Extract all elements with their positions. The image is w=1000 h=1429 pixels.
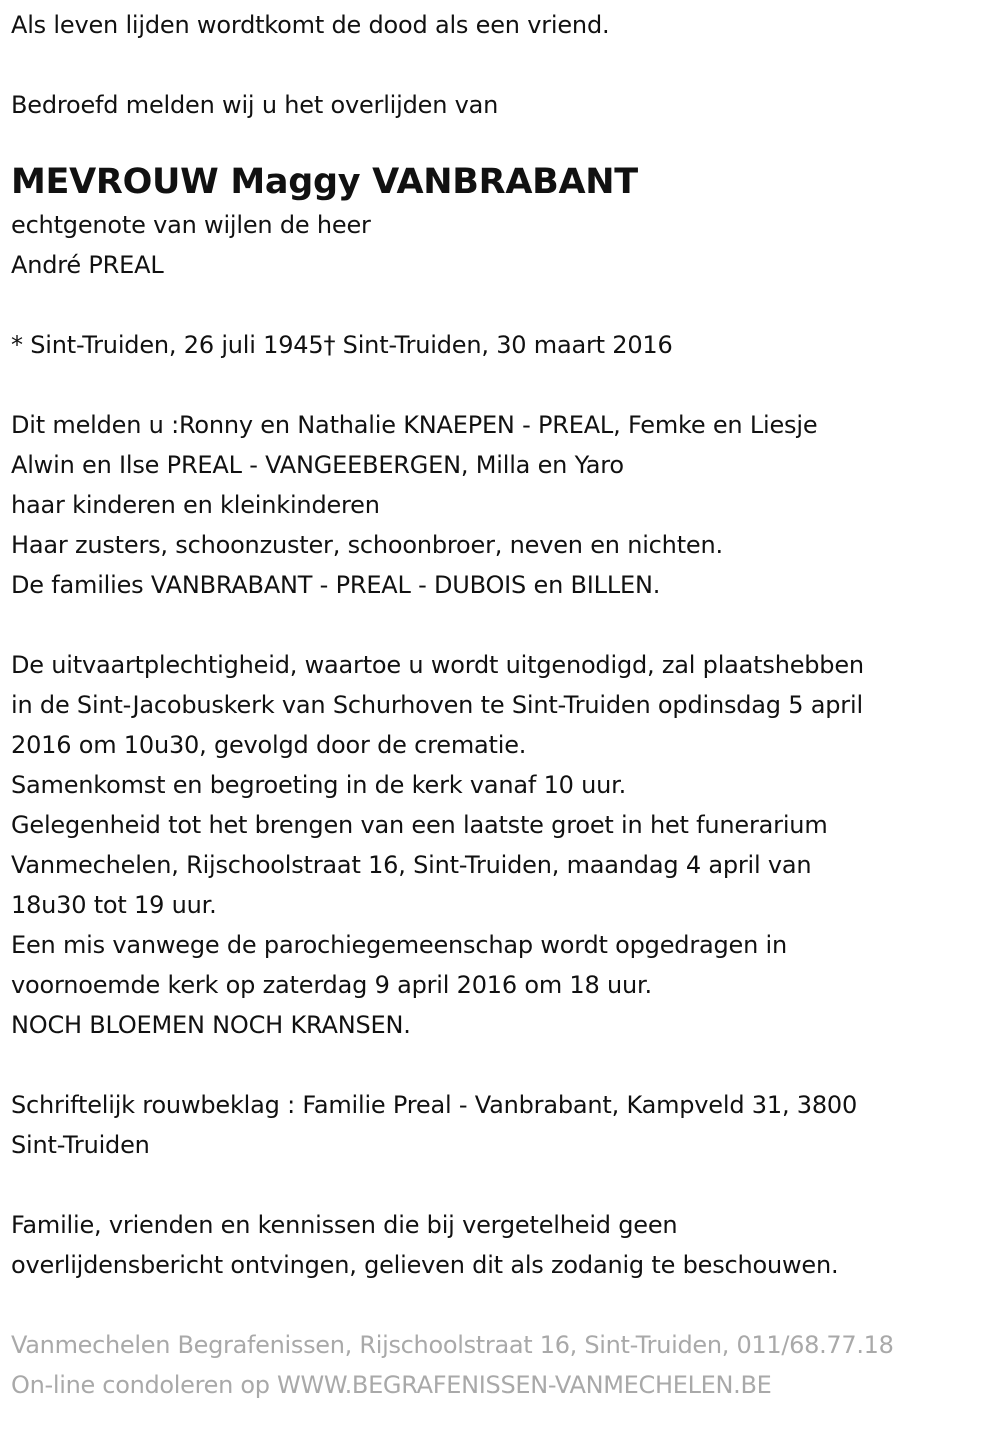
family-line: Haar zusters, schoonzuster, schoonbroer, neven en nichten.: [11, 531, 723, 559]
notice-line: overlijdensbericht ontvingen, gelieven dit als zodanig te beschouwen.: [11, 1251, 839, 1279]
family-line: De families VANBRABANT - PREAL - DUBOIS en BILLEN.: [11, 571, 661, 599]
family-line: Dit melden u :Ronny en Nathalie KNAEPEN - PREAL, Femke en Liesje: [11, 411, 818, 439]
ceremony-line: in de Sint-Jacobuskerk van Schurhoven te Sint-Truiden opdinsdag 5 april: [11, 691, 863, 719]
intro-quote: Als leven lijden wordtkomt de dood als een vriend.: [11, 11, 610, 39]
ceremony-line: Een mis vanwege de parochiegemeenschap wordt opgedragen in: [11, 931, 788, 959]
spouse-name: André PREAL: [11, 251, 164, 279]
spacer: [11, 605, 996, 645]
ceremony-line: NOCH BLOEMEN NOCH KRANSEN.: [11, 1011, 411, 1039]
spacer: [11, 1285, 996, 1325]
family-line: Alwin en Ilse PREAL - VANGEEBERGEN, Milla en Yaro: [11, 451, 624, 479]
ceremony-line: voornoemde kerk op zaterdag 9 april 2016 om 18 uur.: [11, 971, 652, 999]
spacer: [11, 1045, 996, 1085]
family-section: [11, 405, 996, 605]
spacer: [11, 45, 996, 85]
deceased-relation: echtgenote van wijlen de heer: [11, 211, 371, 239]
online-condolence-link[interactable]: On-line condoleren op WWW.BEGRAFENISSEN-VANMECHELEN.BE: [11, 1371, 772, 1399]
birth-death-dates: * Sint-Truiden, 26 juli 1945† Sint-Truiden, 30 maart 2016: [11, 331, 673, 359]
condolence-line: Sint-Truiden: [11, 1131, 150, 1159]
condolence-address: [11, 1085, 996, 1165]
spacer: [11, 365, 996, 405]
ceremony-line: Samenkomst en begroeting in de kerk vanaf 10 uur.: [11, 771, 627, 799]
ceremony-line: Vanmechelen, Rijschoolstraat 16, Sint-Truiden, maandag 4 april van: [11, 851, 812, 879]
notice-line: Familie, vrienden en kennissen die bij vergetelheid geen: [11, 1211, 678, 1239]
ceremony-line: 2016 om 10u30, gevolgd door de crematie.: [11, 731, 527, 759]
ceremony-line: 18u30 tot 19 uur.: [11, 891, 217, 919]
ceremony-line: De uitvaartplechtigheid, waartoe u wordt uitgenodigd, zal plaatshebben: [11, 651, 864, 679]
announcement-text: Bedroefd melden wij u het overlijden van: [11, 91, 499, 119]
undertaker-info: Vanmechelen Begrafenissen, Rijschoolstraat 16, Sint-Truiden, 011/68.77.18: [11, 1331, 894, 1359]
ceremony-section: [11, 645, 996, 1045]
obituary-notice: [11, 0, 996, 1405]
ceremony-line: Gelegenheid tot het brengen van een laatste groet in het funerarium: [11, 811, 828, 839]
notice-section: [11, 1205, 996, 1285]
footer: [11, 1325, 996, 1405]
deceased-name: MEVROUW Maggy VANBRABANT: [11, 162, 638, 202]
family-line: haar kinderen en kleinkinderen: [11, 491, 380, 519]
condolence-line: Schriftelijk rouwbeklag : Familie Preal - Vanbrabant, Kampveld 31, 3800: [11, 1091, 858, 1119]
spacer: [11, 1165, 996, 1205]
spacer: [11, 285, 996, 325]
